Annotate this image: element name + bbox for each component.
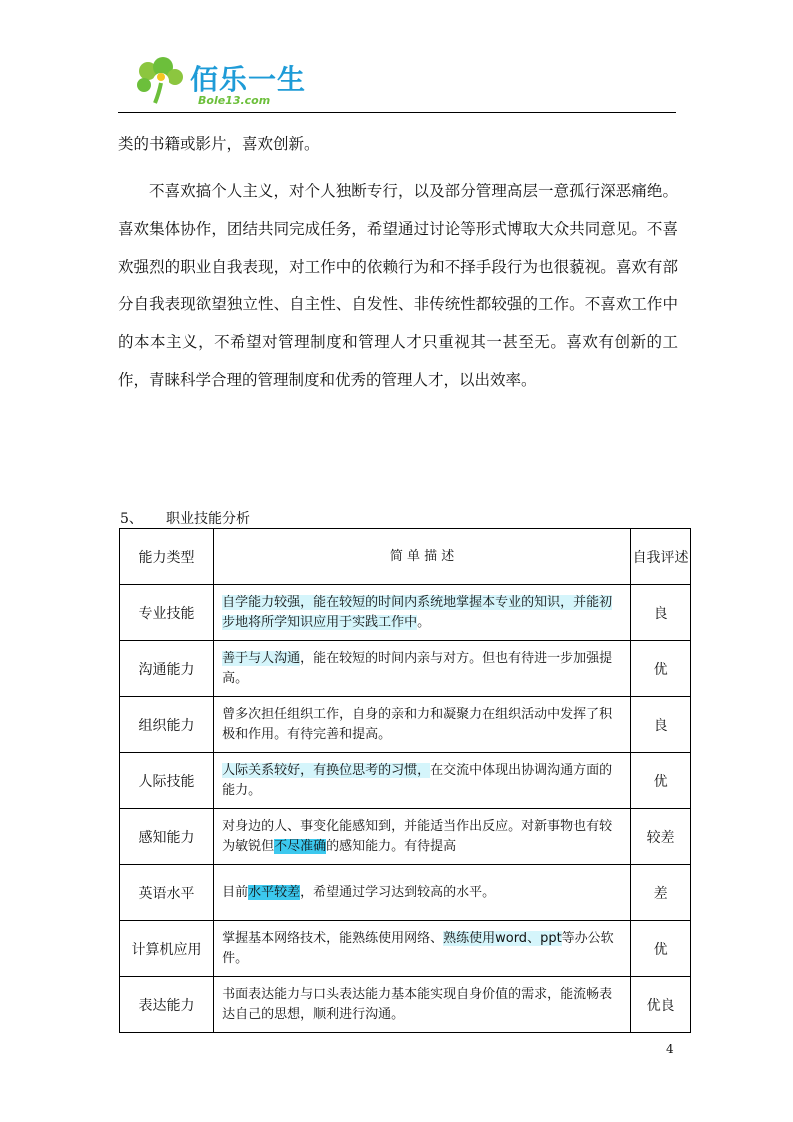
- description-text: 。: [417, 614, 431, 630]
- skill-type: 计算机应用: [120, 921, 214, 977]
- skills-table: [119, 528, 691, 1033]
- section-title: [120, 508, 250, 528]
- table-row: [120, 697, 691, 753]
- skill-description: [214, 697, 631, 753]
- description-text: 掌握基本网络技术，能熟练使用网络、: [222, 930, 444, 946]
- paragraph-2: 不喜欢搞个人主义，对个人独断专行，以及部分管理高层一意孤行深恶痛绝。喜欢集体协作，团结共同完成任务，希望通过讨论等形式博取大众共同意见。不喜欢强烈的职业自我表现，对工作中的依赖行为和不择手段行为也很藐视。喜欢有部分自我表现欲望独立性、自主性、自发性、非传统性都较强的工作。不喜欢工作中的本本主义，不希望对管理制度和管理人才只重视其一甚至无。喜欢有创新的工作，青睐科学合理的管理制度和优秀的管理人才，以出效率。: [118, 182, 678, 389]
- table-row: [120, 753, 691, 809]
- skill-type: 英语水平: [120, 865, 214, 921]
- table-row: [120, 809, 691, 865]
- highlight-text: 善于与人沟通: [222, 650, 301, 666]
- logo-text: 佰乐一生: [190, 63, 307, 96]
- skill-description: [214, 865, 631, 921]
- highlight-text: 人际关系较好，有换位思考的习惯，: [222, 762, 431, 778]
- description-text: ，希望通过学习达到较高的水平。: [300, 884, 496, 900]
- description-text: 对身边的人、事变化能感知到，并能适当作出反应。对新事物也有较为敏锐但: [222, 818, 613, 854]
- highlight-text: 水平较差: [248, 884, 301, 900]
- table-row: [120, 921, 691, 977]
- description-text: 曾多次担任组织工作，自身的亲和力和凝聚力在组织活动中发挥了积极和作用。有待完善和提高。: [222, 706, 613, 742]
- table-row: [120, 977, 691, 1033]
- skill-description: [214, 809, 631, 865]
- header-divider: [118, 112, 676, 113]
- description-text: 的感知能力。有待提高: [326, 838, 457, 854]
- header-type: 能力类型: [120, 529, 214, 585]
- skill-type: 感知能力: [120, 809, 214, 865]
- skill-type: 专业技能: [120, 585, 214, 641]
- skill-type: 表达能力: [120, 977, 214, 1033]
- highlight-text: 不尽准确: [274, 838, 327, 854]
- paragraph-1: 类的书籍或影片，喜欢创新。: [118, 135, 320, 153]
- highlight-text: 自学能力较强，能在较短的时间内系统地掌握本专业的知识，并能初步地将所学知识应用于实践工作中: [222, 594, 613, 630]
- description-text: 等办公软件。: [222, 930, 614, 966]
- skill-rating: 优良: [631, 977, 691, 1033]
- highlight-text: 熟练使用word、ppt: [443, 930, 562, 946]
- skill-description: [214, 641, 631, 697]
- skill-rating: 优: [631, 753, 691, 809]
- skill-description: [214, 585, 631, 641]
- description-text: 书面表达能力与口头表达能力基本能实现自身价值的需求，能流畅表达自己的思想，顺利进行沟通。: [222, 986, 613, 1022]
- skill-rating: 良: [631, 697, 691, 753]
- section-number: 5、: [120, 511, 143, 527]
- skill-description: [214, 753, 631, 809]
- skill-description: [214, 977, 631, 1033]
- skill-description: [214, 921, 631, 977]
- page-number: 4: [666, 1042, 674, 1056]
- section-title-text: 职业技能分析: [166, 511, 250, 527]
- description-text: ，能在较短的时间内亲与对方。但也有待进一步加强提高。: [222, 650, 613, 686]
- description-text: 在交流中体现出协调沟通方面的能力。: [222, 762, 613, 798]
- skill-rating: 优: [631, 921, 691, 977]
- header-rating: 自我评述: [631, 529, 691, 585]
- skill-rating: 良: [631, 585, 691, 641]
- logo-subtitle: Bole13.com: [198, 94, 271, 107]
- table-row: [120, 585, 691, 641]
- skill-type: 沟通能力: [120, 641, 214, 697]
- skill-rating: 差: [631, 865, 691, 921]
- skill-rating: 优: [631, 641, 691, 697]
- table-row: [120, 865, 691, 921]
- skill-rating: 较差: [631, 809, 691, 865]
- table-header-row: [120, 529, 691, 585]
- skill-type: 人际技能: [120, 753, 214, 809]
- header-description: 简 单 描 述: [214, 529, 631, 585]
- skill-type: 组织能力: [120, 697, 214, 753]
- table-row: [120, 641, 691, 697]
- description-text: 目前: [222, 884, 249, 900]
